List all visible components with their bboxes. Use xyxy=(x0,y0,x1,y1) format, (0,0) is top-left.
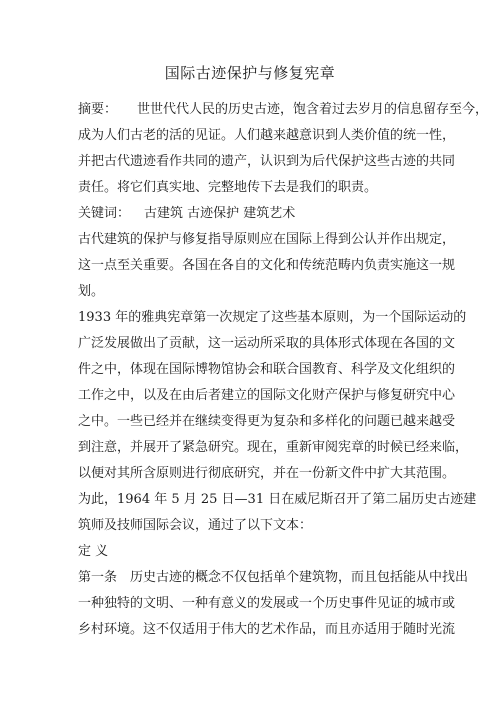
paragraph-line: 为此，1964 年 5 月 25 日—31 日在威尼斯召开了第二届历史古迹建 xyxy=(78,492,477,507)
paragraph-line: 广泛发展做出了贡献，这一运动所采取的具体形式体现在各国的文 xyxy=(78,336,456,351)
paragraph-line: 划。 xyxy=(78,284,105,299)
paragraph-line: 古代建筑的保护与修复指导原则应在国际上得到公认并作出规定， xyxy=(78,232,456,247)
paragraph-line: 筑师及技师国际会议，通过了以下文本： xyxy=(78,518,313,533)
abstract-line: 成为人们古老的活的见证。人们越来越意识到人类价值的统一性， xyxy=(78,128,456,143)
abstract-text: 世世代代人民的历史古迹，饱含着过去岁月的信息留存至今， xyxy=(137,102,489,117)
article-line: 乡村环境。这不仅适用于伟大的艺术作品，而且亦适用于随时光流 xyxy=(78,622,456,637)
paragraph-line: 1933 年的雅典宪章第一次规定了这些基本原则，为一个国际运动的 xyxy=(78,310,467,325)
abstract-line: 并把古代遗迹看作共同的遗产，认识到为后代保护这些古迹的共同 xyxy=(78,154,456,169)
document-title: 国际古迹保护与修复宪章 xyxy=(164,64,336,82)
abstract-label: 摘要： xyxy=(78,102,118,117)
section-heading: 定 义 xyxy=(78,544,109,559)
abstract-line xyxy=(78,97,489,123)
paragraph-line: 件之中，体现在国际博物馆协会和联合国教育、科学及文化组织的 xyxy=(78,362,456,377)
paragraph-line: 到注意，并展开了紧急研究。现在，重新审阅宪章的时候已经来临， xyxy=(78,440,469,455)
paragraph-line: 以便对其所含原则进行彻底研究，并在一份新文件中扩大其范围。 xyxy=(78,466,456,481)
document-body xyxy=(78,97,489,643)
abstract-line: 责任。将它们真实地、完整地传下去是我们的职责。 xyxy=(78,180,378,195)
article-line: 第一条 历史古迹的概念不仅包括单个建筑物，而且包括能从中找出 xyxy=(78,570,469,585)
keywords-value: 古建筑 古迹保护 建筑艺术 xyxy=(144,206,296,221)
keywords-line xyxy=(78,201,438,227)
paragraph-line: 这一点至关重要。各国在各自的文化和传统范畴内负责实施这一规 xyxy=(78,258,456,273)
paragraph-line: 工作之中，以及在由后者建立的国际文化财产保护与修复研究中心 xyxy=(78,388,456,403)
paragraph-line: 之中。一些已经并在继续变得更为复杂和多样化的问题已越来越受 xyxy=(78,414,456,429)
article-line: 一种独特的文明、一种有意义的发展或一个历史事件见证的城市或 xyxy=(78,596,456,611)
keywords-label: 关键词： xyxy=(78,206,131,221)
